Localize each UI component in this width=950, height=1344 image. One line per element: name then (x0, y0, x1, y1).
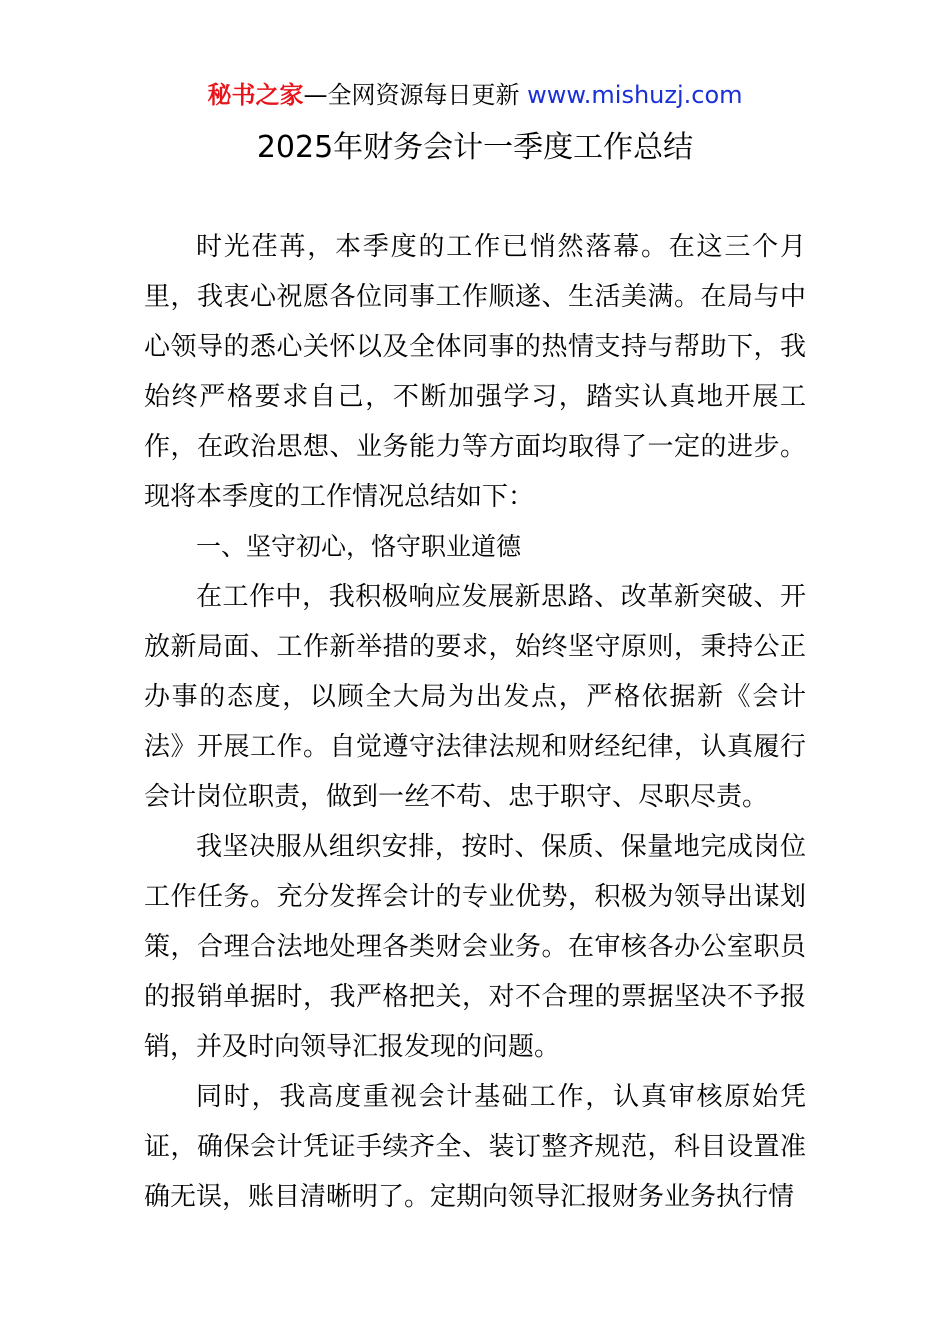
paragraph-3: 同时，我高度重视会计基础工作，认真审核原始凭证，确保会计凭证手续齐全、装订整齐规范，科目设置准确无误，账目清晰明了。定期向领导汇报财务业务执行情 (144, 1082, 806, 1212)
site-url[interactable]: www.mishuzj.com (527, 81, 743, 109)
header-tagline: —全网资源每日更新 (303, 81, 520, 109)
watermark-header (0, 78, 950, 112)
brand-name: 秘书之家 (207, 81, 304, 109)
paragraph-intro: 时光荏苒，本季度的工作已悄然落幕。在这三个月里，我衷心祝愿各位同事工作顺遂、生活美满。在局与中心领导的悉心关怀以及全体同事的热情支持与帮助下，我始终严格要求自己，不断加强学习，踏实认真地开展工作，在政治思想、业务能力等方面均取得了一定的进步。现将本季度的工作情况总结如下： (144, 232, 806, 512)
paragraph-1: 在工作中，我积极响应发展新思路、改革新突破、开放新局面、工作新举措的要求，始终坚守原则，秉持公正办事的态度，以顾全大局为出发点，严格依据新《会计法》开展工作。自觉遵守法律法规和财经纪律，认真履行会计岗位职责，做到一丝不苟、忠于职守、尽职尽责。 (144, 582, 806, 812)
section-heading-1: 一、坚守初心，恪守职业道德 (196, 532, 522, 561)
paragraph-2: 我坚决服从组织安排，按时、保质、保量地完成岗位工作任务。充分发挥会计的专业优势，积极为领导出谋划策，合理合法地处理各类财会业务。在审核各办公室职员的报销单据时，我严格把关，对不合理的票据坚决不予报销，并及时向领导汇报发现的问题。 (144, 832, 806, 1062)
document-title: 2025年财务会计一季度工作总结 (256, 130, 694, 165)
document-body (144, 222, 806, 1222)
